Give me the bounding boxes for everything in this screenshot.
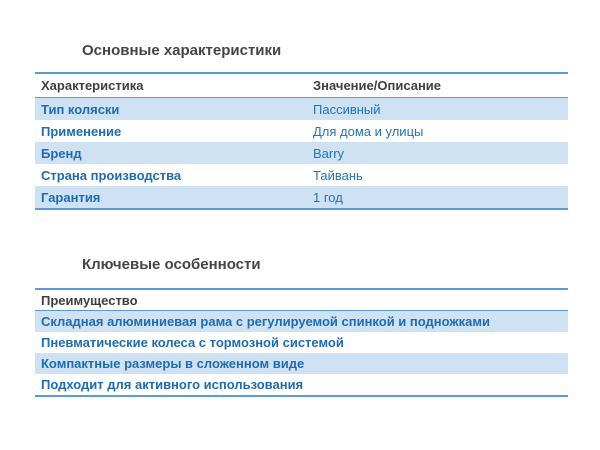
table-row <box>35 332 568 353</box>
characteristic-value: Для дома и улицы <box>313 123 424 139</box>
table-row <box>35 142 568 164</box>
table-row <box>35 311 568 332</box>
characteristic-name: Тип коляски <box>41 101 120 117</box>
characteristics-table <box>35 72 568 210</box>
column-header-advantage: Преимущество <box>41 292 138 308</box>
characteristic-value: Barry <box>313 145 345 161</box>
table-row <box>35 374 568 395</box>
table-row <box>35 353 568 374</box>
section-title-key-features: Ключевые особенности <box>82 256 261 273</box>
column-header-characteristic: Характеристика <box>41 78 144 93</box>
characteristic-name: Гарантия <box>41 189 101 205</box>
table-row <box>35 98 568 120</box>
table-row <box>35 120 568 142</box>
table-header-row <box>35 290 568 311</box>
column-header-value: Значение/Описание <box>313 78 442 93</box>
feature-text: Пневматические колеса с тормозной системой <box>41 335 344 350</box>
characteristic-value: 1 год <box>313 189 343 205</box>
table-row <box>35 186 568 208</box>
characteristic-name: Применение <box>41 123 122 139</box>
feature-text: Подходит для активного использования <box>41 377 304 392</box>
table-header-row <box>35 74 568 98</box>
feature-text: Складная алюминиевая рама с регулируемой спинкой и подножками <box>41 314 490 329</box>
feature-text: Компактные размеры в сложенном виде <box>41 356 305 371</box>
characteristic-name: Страна производства <box>41 167 182 183</box>
characteristic-value: Тайвань <box>313 167 363 183</box>
table-row <box>35 164 568 186</box>
section-title-main-characteristics: Основные характеристики <box>82 42 282 59</box>
characteristic-name: Бренд <box>41 145 82 161</box>
features-table <box>35 288 568 397</box>
characteristic-value: Пассивный <box>313 101 381 117</box>
